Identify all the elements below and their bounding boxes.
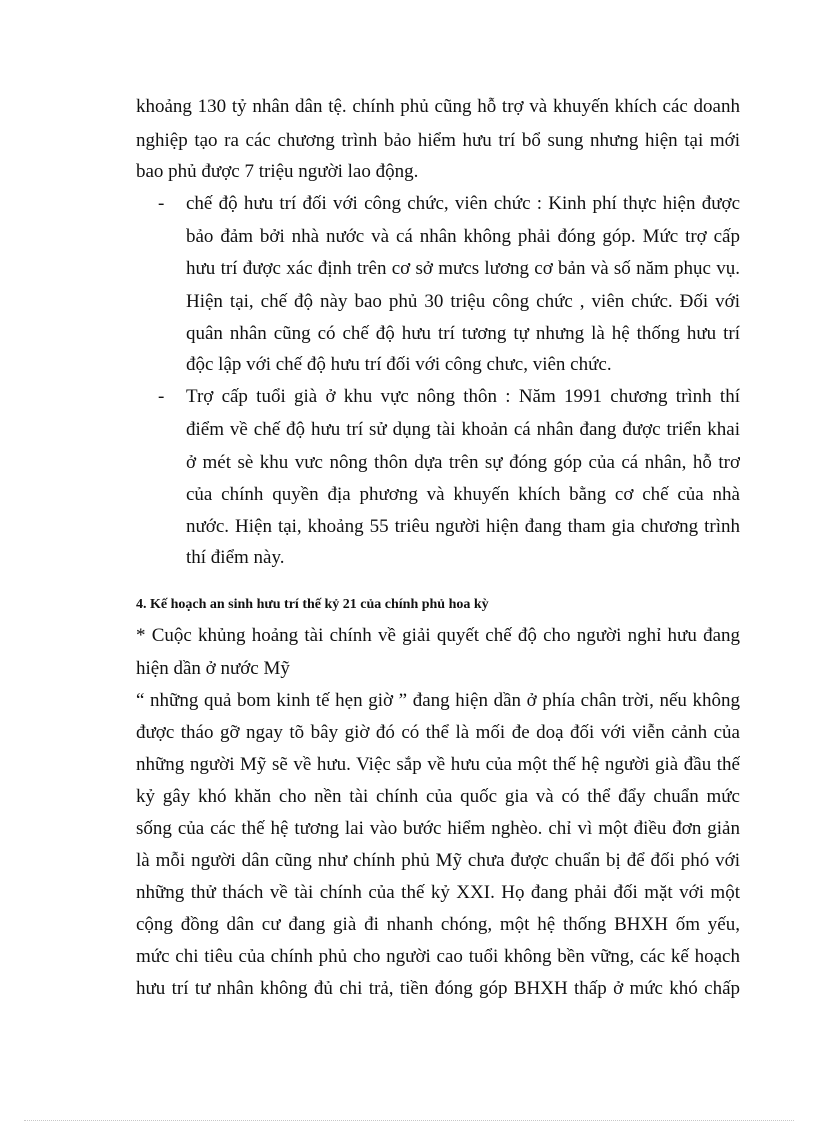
paragraph-line: mức chi tiêu của chính phủ cho người cao tuổi không bền vững, các kế hoạch [136,946,740,967]
paragraph-line: cộng đồng dân cư đang già đi nhanh chóng, một hệ thống BHXH ốm yếu, [136,914,740,935]
paragraph-line: những người Mỹ sẽ về hưu. Việc sắp về hưu của một thế hệ người già đầu thế [136,754,740,775]
paragraph-line: nghiệp tạo ra các chương trình bảo hiểm hưu trí bổ sung nhưng hiện tại mới [136,130,740,151]
paragraph-line: là mỗi người dân cũng như chính phủ Mỹ chưa được chuẩn bị để đối phó với [136,850,740,871]
bullet-marker: - [158,386,165,407]
paragraph-line: khoảng 130 tỷ nhân dân tệ. chính phủ cũng hỗ trợ và khuyến khích các doanh [136,96,740,117]
page-bottom-divider [24,1120,794,1121]
bullet-line: của chính quyền địa phương và khuyến khích bằng cơ chế của nhà [186,484,740,505]
paragraph-line: “ những quả bom kinh tế hẹn giờ ” đang hiện dần ở phía chân trời, nếu không [136,690,740,711]
bullet-line: điểm về chế độ hưu trí sử dụng tài khoản cá nhân đang được triển khai [186,419,740,440]
bullet-line: Trợ cấp tuổi già ở khu vực nông thôn : Năm 1991 chương trình thí [186,386,740,407]
paragraph-line: kỷ gây khó khăn cho nền tài chính của quốc gia và có thể đẩy chuẩn mức [136,786,740,807]
bullet-line: chế độ hưu trí đối với công chức, viên chức : Kinh phí thực hiện được [186,193,740,214]
bullet-line: bảo đảm bởi nhà nước và cá nhân không phải đóng góp. Mức trợ cấp [186,226,740,247]
bullet-marker: - [158,193,165,214]
bullet-line: Hiện tại, chế độ này bao phủ 30 triệu công chức , viên chức. Đối với [186,291,740,312]
paragraph-line: hưu trí tư nhân không đủ chi trả, tiền đóng góp BHXH thấp ở mức khó chấp [136,978,740,999]
sub-heading-line: * Cuộc khủng hoảng tài chính về giải quyết chế độ cho người nghỉ hưu đang [136,625,740,646]
sub-heading-line: hiện dần ở nước Mỹ [136,658,290,679]
paragraph-line: sống của các thế hệ tương lai vào bước hiểm nghèo. chỉ vì một điều đơn giản [136,818,740,839]
bullet-line: nước. Hiện tại, khoảng 55 triêu người hiện đang tham gia chương trình [186,516,740,537]
paragraph-line: bao phủ được 7 triệu người lao động. [136,161,419,182]
bullet-line: hưu trí được xác định trên cơ sở mưcs lương cơ bản và số năm phục vụ. [186,258,740,279]
section-heading: 4. Kế hoạch an sinh hưu trí thế kỷ 21 của chính phủ hoa kỳ [136,597,489,612]
bullet-line: ở mét sè khu vưc nông thôn dựa trên sự đóng góp của cá nhân, hỗ trơ [186,452,740,473]
bullet-line: độc lập với chế độ hưu trí đối với công chưc, viên chức. [186,354,612,375]
paragraph-line: những thử thách về tài chính của thế kỷ XXI. Họ đang phải đối mặt với một [136,882,740,903]
paragraph-line: được tháo gỡ ngay tõ bây giờ đó có thể là mối đe doạ đối với viễn cảnh của [136,722,740,743]
bullet-line: thí điểm này. [186,547,285,568]
bullet-line: quân nhân cũng có chế độ hưu trí tương tự nhưng là hệ thống hưu trí [186,323,740,344]
